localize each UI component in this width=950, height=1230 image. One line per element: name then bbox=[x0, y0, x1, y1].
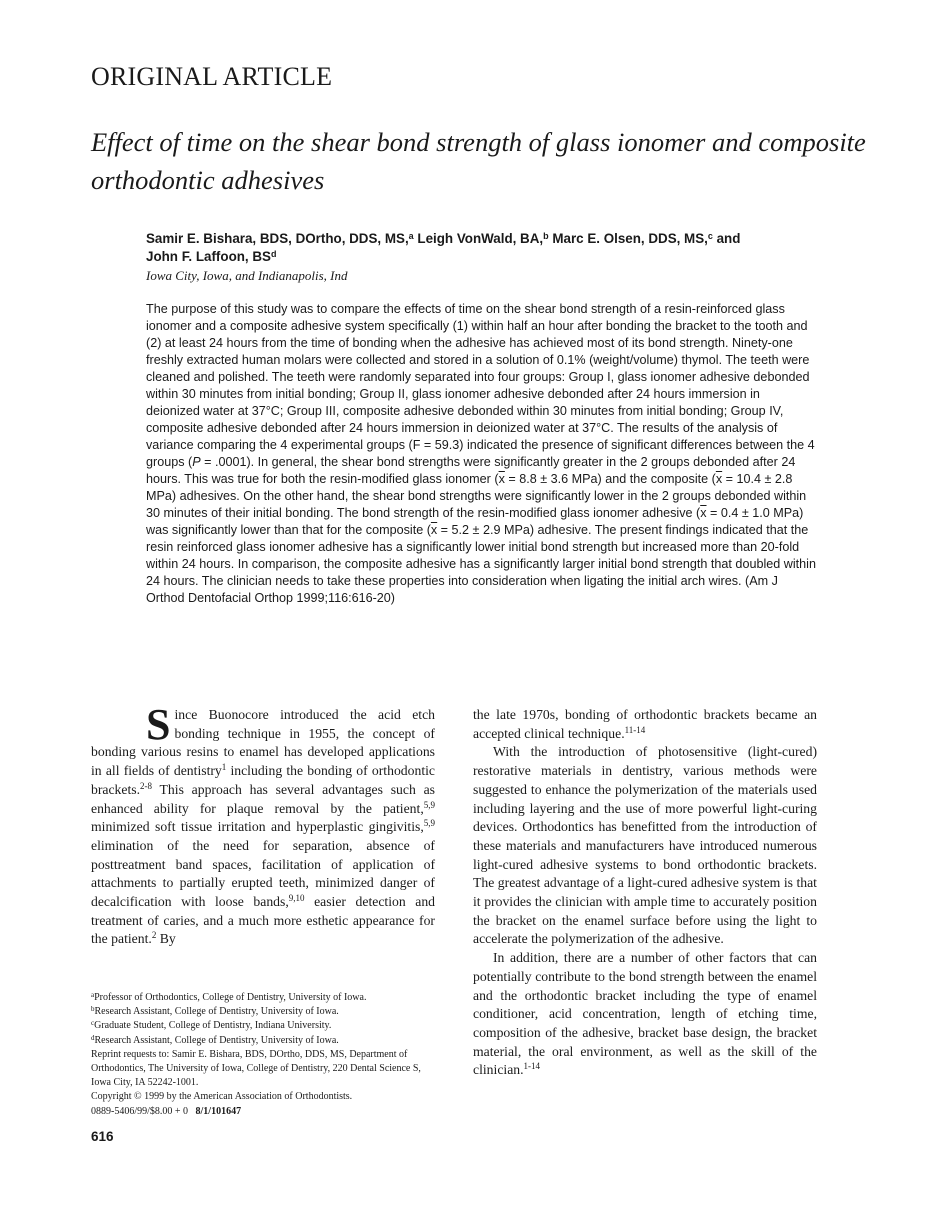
author-affiliation: Iowa City, Iowa, and Indianapolis, Ind bbox=[146, 268, 348, 283]
mean-symbol: $\overline{x}$ bbox=[498, 472, 505, 486]
footnotes bbox=[91, 991, 441, 1119]
mean-symbol: $\overline{x}$ bbox=[430, 523, 438, 537]
footnote-text: Graduate Student, College of Dentistry, Indiana University. bbox=[94, 1020, 332, 1032]
footnote-a bbox=[91, 991, 441, 1005]
copyright: Copyright © 1999 by the American Association of Orthodontists. bbox=[91, 1091, 353, 1103]
issn-code: 8/1/101647 bbox=[195, 1105, 242, 1117]
body-paragraph-3 bbox=[473, 949, 817, 1080]
intro-text-3: This approach has several advantages such as enhanced ability for plaque removal by the patient, bbox=[91, 781, 435, 816]
mean-symbol: $\overline{x}$ bbox=[700, 506, 707, 520]
citation: 1 bbox=[221, 762, 227, 773]
intro-text-4: minimized soft tissue irritation and hyperplastic gingivitis, bbox=[91, 819, 424, 835]
footnote-mark: a bbox=[91, 991, 95, 999]
intro-text-1: ince Buonocore introduced the acid etch bonding technique in 1955, the concept of bonding various resins to enamel has developed applications in all fields of dentistry bbox=[91, 707, 435, 779]
citation: 2-8 bbox=[140, 780, 153, 791]
citation: 2 bbox=[151, 930, 157, 941]
footnote-mark: c bbox=[91, 1019, 95, 1028]
body-paragraph-2: With the introduction of photosensitive (light-cured) restorative materials in dentistry, various methods were suggested to enhance the polymerization of the materials used including layering and the use of more powerful light-curing devices. Orthodontics has benefitted from the introduction of these materials and manufacturers have introduced numerous light-cured adhesive systems to bond orthodontic brackets. The greatest advantage of a light-cured adhesive system is that it provides the clinician with ample time to accurately position the bracket on the enamel surface before using the light to accelerate the polymerization of the adhesive. bbox=[473, 744, 817, 947]
abstract-text-3: = 8.8 ± 3.6 MPa) and the composite ( bbox=[504, 472, 716, 486]
footnote-text: Professor of Orthodontics, College of Dentistry, University of Iowa. bbox=[94, 992, 367, 1003]
author-3: Marc E. Olsen, DDS, MS, bbox=[548, 231, 708, 246]
body-column-left bbox=[91, 700, 436, 949]
reprint-requests: Reprint requests to: Samir E. Bishara, BDS, DOrtho, DDS, MS, Department of Orthodontics, The University of Iowa, College of Dentistry, 220 Dental Science S, Iowa City, IA 52242-1001. bbox=[91, 1048, 421, 1089]
issn-line bbox=[91, 1105, 441, 1119]
citation: 5,9 bbox=[423, 799, 435, 810]
citation: 11-14 bbox=[624, 724, 646, 735]
author-2: Leigh VonWald, BA, bbox=[413, 231, 544, 246]
body-column-right bbox=[473, 706, 817, 1080]
abstract-text-5: = 0.4 ± 1.0 MPa) was significantly lower than that for the composite ( bbox=[146, 506, 804, 537]
abstract-text-2: = .0001). In general, the shear bond strengths were significantly greater in the 2 groups debonded after 24 hours. This was true for both the resin-modified glass ionomer ( bbox=[146, 455, 796, 486]
author-4-mark: d bbox=[270, 249, 277, 259]
drop-cap: S bbox=[146, 700, 171, 749]
abstract-text-1: The purpose of this study was to compare the effects of time on the shear bond strength of a resin-reinforced glass ionomer and a composite adhesive system specifically (1) within half an hour after bonding the bracket to the tooth and (2) at least 24 hours from the time of bonding when the adhesive has achieved most of its bond strength. Ninety-one freshly extracted human molars were collected and stored in a solution of 0.1% (weight/volume) thymol. The teeth were cleaned and polished. The teeth were randomly separated into four groups: Group I, glass ionomer adhesive debonded within 30 minutes from initial bonding; Group II, glass ionomer adhesive debonded after 24 hours immersion in deionized water at 37°C; Group III, composite adhesive debonded within 30 minutes from initial bonding; Group IV, composite adhesive debonded after 24 hours immersion in deionized water at 37°C. The results of the analysis of variance comparing the 4 experimental groups (F = 59.3) indicated the presence of significant differences between the 4 groups ( bbox=[146, 302, 815, 469]
body-paragraph-1 bbox=[473, 706, 817, 743]
body-text-1: the late 1970s, bonding of orthodontic brackets became an accepted clinical technique. bbox=[473, 707, 817, 741]
footnote-b bbox=[91, 1005, 441, 1019]
abstract-paragraph bbox=[146, 301, 816, 607]
citation: 5,9 bbox=[423, 818, 435, 829]
author-1: Samir E. Bishara, BDS, DOrtho, DDS, MS, bbox=[146, 231, 409, 246]
footnote-text: Research Assistant, College of Dentistry, University of Iowa. bbox=[94, 1034, 339, 1046]
mean-symbol: $\overline{x}$ bbox=[715, 472, 723, 486]
footnote-text: Research Assistant, College of Dentistry, University of Iowa. bbox=[94, 1006, 339, 1018]
article-title: Effect of time on the shear bond strength of glass ionomer and composite orthodontic adhesives bbox=[91, 127, 866, 195]
abstract bbox=[146, 301, 816, 607]
author-2-mark: b bbox=[543, 231, 549, 241]
footnote-c bbox=[91, 1019, 441, 1033]
body-text-3: In addition, there are a number of other factors that can potentially contribute to the bond strength between the enamel and the orthodontic bracket including the type of enamel conditioner, acid concentration, length of etching time, composition of the adhesive, bracket base design, the bracket material, the oral environment, as well as the skill of the clinician. bbox=[473, 950, 817, 1078]
footnote-mark: b bbox=[91, 1005, 95, 1014]
citation: 9,10 bbox=[288, 893, 305, 904]
section-label: ORIGINAL ARTICLE bbox=[91, 62, 333, 91]
abstract-text-4: = 10.4 ± 2.8 MPa) adhesives. On the other hand, the shear bond strengths were significantly lower in the 2 groups debonded within 30 minutes of their initial bonding. The bond strength of the resin-modified glass ionomer adhesive ( bbox=[146, 472, 807, 520]
intro-text-5: elimination of the need for separation, absence of posttreatment band spaces, facilitation of application of attachments to partially erupted teeth, minimized danger of decalcification with loose bands, bbox=[91, 837, 435, 910]
author-4: John F. Laffoon, BS bbox=[146, 249, 271, 264]
intro-text-6: easier detection and treatment of caries, and a much more esthetic appearance for the patient. bbox=[91, 894, 436, 947]
footnote-mark: d bbox=[91, 1033, 95, 1042]
author-1-mark: a bbox=[408, 231, 414, 241]
footnote-d bbox=[91, 1034, 441, 1048]
citation: 1-14 bbox=[523, 1061, 541, 1072]
intro-text-7: By bbox=[156, 931, 176, 947]
issn: 0889-5406/99/$8.00 + 0 bbox=[91, 1105, 189, 1117]
author-list bbox=[146, 230, 846, 266]
abstract-text-6: = 5.2 ± 2.9 MPa) adhesive. The present findings indicated that the resin reinforced glass ionomer adhesive has a significantly lower initial bond strength but increased more than 20-fold within 24 hours. In comparison, the composite adhesive has a significantly larger initial bond strength that doubled within 24 hours. The clinician needs to take these properties into consideration when ligating the initial arch wires. (Am J Orthod Dentofacial Orthop 1999;116:616-20) bbox=[146, 523, 816, 605]
p-value-symbol: P bbox=[192, 455, 201, 469]
page-number: 616 bbox=[91, 1129, 114, 1144]
intro-text-2: including the bonding of orthodontic brackets. bbox=[91, 763, 435, 797]
intro-paragraph bbox=[91, 700, 436, 949]
author-3-mark: c bbox=[707, 231, 713, 241]
author-3-tail: and bbox=[712, 231, 741, 246]
